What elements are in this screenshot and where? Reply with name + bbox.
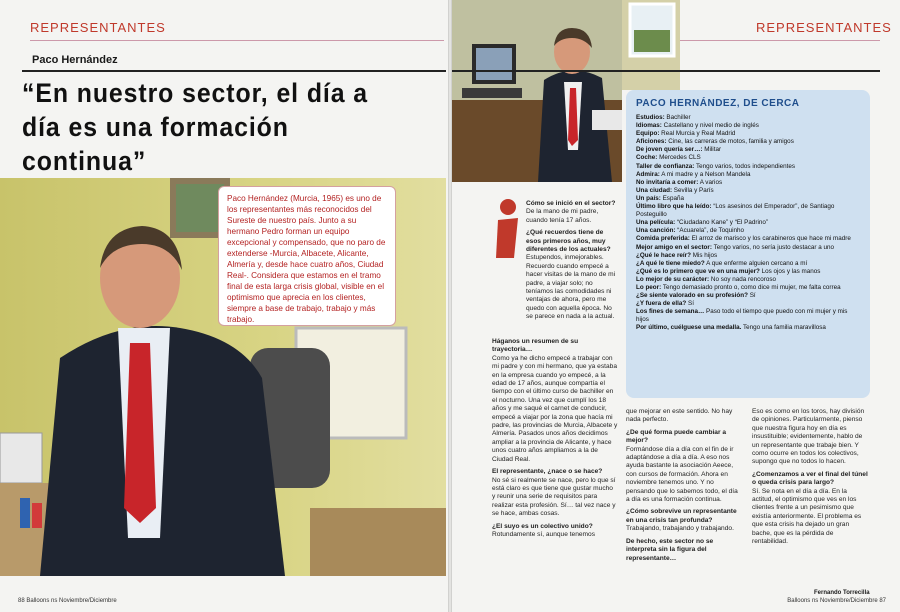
profile-card-item <box>636 300 860 308</box>
interview-answer: Trabajando, trabajando y trabajando. <box>626 525 734 533</box>
profile-card-value: España <box>660 194 684 202</box>
profile-card-key: Lo mejor de su carácter: <box>636 275 710 283</box>
interview-answer: Eso es como en los toros, hay división de opiniones. Particularmente, pienso que nuestra figura hoy en día es insustituible; evidentemente, hablo de un representante que trabaje bien. Y como ocurre en todos los colectivos, supongo que no todos lo hacen. <box>752 408 865 466</box>
section-divider-left <box>30 40 444 41</box>
interview-question: ¿De qué forma puede cambiar a mejor? <box>626 428 727 445</box>
profile-card-key: Una película: <box>636 219 676 227</box>
office-photo <box>452 0 622 182</box>
profile-card-item <box>636 260 860 268</box>
profile-card-key: Idiomas: <box>636 122 662 130</box>
byline: Paco Hernández <box>32 54 118 66</box>
profile-card-value: Mercedes CLS <box>657 154 701 162</box>
profile-card-value: El arroz de marisco y los carabineros que hace mi madre <box>689 235 851 243</box>
interview-column-3 <box>752 408 870 551</box>
profile-card-key: Comida preferida: <box>636 235 690 243</box>
profile-card-item <box>636 284 860 292</box>
profile-card-title: PACO HERNÁNDEZ, DE CERCA <box>636 98 800 109</box>
profile-card-value: Sevilla y París <box>672 186 714 194</box>
profile-card-item <box>636 235 860 243</box>
profile-card-value: “Acuarela”, de Toquinho <box>675 227 745 235</box>
interview-question: ¿Comenzamos a ver el final del túnel o queda crisis para largo? <box>752 470 868 487</box>
profile-card-item <box>636 227 860 235</box>
profile-card-value: Militar <box>702 146 722 154</box>
profile-card-item <box>636 252 860 260</box>
profile-card-value: Tengo una familia maravillosa <box>741 324 826 332</box>
profile-card-value: Paso todo el tiempo que puedo con mi mujer y mis hijos <box>636 308 848 324</box>
profile-card-key: De joven quería ser…: <box>636 146 703 154</box>
profile-card-key: No invitaría a comer: <box>636 178 699 186</box>
profile-card-value: No soy nada rencoroso <box>709 275 776 283</box>
profile-card-item <box>636 195 860 203</box>
profile-card-key: Una canción: <box>636 227 676 235</box>
profile-card <box>626 90 870 398</box>
interview-column-1a <box>526 200 618 326</box>
profile-card-item <box>636 146 860 154</box>
profile-card-value: Tengo demasiado pronto o, como dice mi mujer, me falta correa <box>661 283 841 291</box>
profile-card-value: A que enferme alguien cercano a mí <box>704 259 808 267</box>
section-label-right: REPRESENTANTES <box>756 20 892 35</box>
profile-card-value: “Ciudadano Kane” y “El Padrino” <box>675 219 768 227</box>
profile-card-value: Los ojos y las manos <box>759 267 821 275</box>
interview-answer: Formándose día a día con el fin de ir adaptándose a día a día. A eso nos ayuda bastante la asociación Aeece, con cursos de formación. Ahora en noviembre tenemos uno. Y no pensando que lo sabemos todo, el día a día es una formación continua. <box>626 445 738 504</box>
profile-card-value: Mis hijos <box>690 251 718 259</box>
profile-card-item <box>636 171 860 179</box>
profile-card-item <box>636 130 860 138</box>
profile-card-item <box>636 122 860 130</box>
profile-card-key: Admira: <box>636 170 660 178</box>
profile-card-key: Por último, cuélguese una medalla. <box>636 324 742 332</box>
interview-question: ¿Qué recuerdos tiene de esos primeros años, muy diferentes de los actuales? <box>526 229 611 254</box>
window-photo <box>622 0 680 90</box>
profile-card-key: Último libro que ha leído: <box>636 203 712 211</box>
interview-answer: Sí. Se nota en el día a día. En la actitud, el optimismo que ves en los clientes frente a un pesimismo que existía anteriormente. El problema es que esta crisis ha dejado un gran bache, que es la pérdida de rentabilidad. <box>752 487 862 546</box>
profile-card-key: Un país: <box>636 194 661 202</box>
profile-card-value: A mi madre y a Nelson Mandela <box>659 170 751 178</box>
profile-card-value: Tengo varios, no sería justo destacar a uno <box>711 243 834 251</box>
section-label-left: REPRESENTANTES <box>30 20 166 35</box>
profile-card-key: Aficiones: <box>636 138 667 146</box>
profile-card-value: A varios <box>698 178 723 186</box>
profile-card-key: Mejor amigo en el sector: <box>636 243 712 251</box>
interview-question: ¿Cómo sobrevive un representante en una crisis tan profunda? <box>626 508 737 524</box>
interview-answer: No sé si realmente se nace, pero lo que sí está claro es que tiene que gustar mucho y reunir una serie de requisitos para realizar esta profesión. Sí… tal vez nace y se hace, ambas cosas. <box>492 476 616 518</box>
interview-question: El representante, ¿nace o se hace? <box>492 468 603 476</box>
profile-card-item <box>636 154 860 162</box>
interview-column-2 <box>626 408 742 567</box>
profile-card-list <box>636 114 860 333</box>
profile-card-value: Sí <box>747 292 756 300</box>
interview-column-1b <box>492 338 618 543</box>
profile-card-value: Real Murcia y Real Madrid <box>659 130 736 138</box>
profile-card-item <box>636 187 860 195</box>
profile-card-item <box>636 292 860 300</box>
profile-card-key: Los fines de semana… <box>636 308 705 316</box>
profile-card-item <box>636 308 860 324</box>
drop-cap-i <box>492 198 524 260</box>
intro-caption: Paco Hernández (Murcia, 1965) es uno de los representantes más reconocidos del Sureste de nuestro país. Junto a su hermano Pedro forman un equipo excepcional y compensado, que no paro de extenderse -Murcia, Albacete, Alicante, Almería y, desde hace cuatro años, Ciudad Real-. Considera que estamos en el tramo final de esta larga crisis global, visible en el optimismo que aprecia en los clientes, siempre a base de trabajo, trabajo y más trabajo. <box>218 186 396 326</box>
profile-card-item <box>636 276 860 284</box>
profile-card-value: Cine, las carreras de motos, familia y amigos <box>666 138 794 146</box>
folio-right: Balloons ns Noviembre/Diciembre 87 <box>787 598 886 604</box>
interview-answer: Estupendos, inmejorables. Recuerdo cuando empecé a hacer visitas de la mano de mi padre, a viajar solo; no teníamos las comodidades ni ventajas de ahora, pero me quedo con aquella época. No se parece en nada a la actual. <box>526 254 616 321</box>
profile-card-key: ¿A qué le tiene miedo? <box>636 259 705 267</box>
profile-card-item <box>636 179 860 187</box>
profile-card-value: Castellano y nivel medio de inglés <box>661 122 759 130</box>
profile-card-key: Taller de confianza: <box>636 162 695 170</box>
folio-left: 88 Balloons ns Noviembre/Diciembre <box>18 598 117 604</box>
interview-question: Háganos un resumen de su trayectoria… <box>492 338 579 354</box>
profile-card-value: “Los asesinos del Emperador”, de Santiago Posteguillo <box>636 203 835 219</box>
headline-rule <box>22 70 446 72</box>
profile-card-value: Bachiller <box>664 114 691 121</box>
profile-card-value: Sí <box>686 300 694 308</box>
profile-card-key: Una ciudad: <box>636 186 673 194</box>
profile-card-item <box>636 244 860 252</box>
profile-card-key: Coche: <box>636 154 658 162</box>
interview-answer: Rotundamente sí, aunque tenemos <box>492 530 596 538</box>
profile-card-value: Tengo varios, todos independientes <box>694 162 796 170</box>
profile-card-key: Equipo: <box>636 130 660 138</box>
interview-question: De hecho, este sector no se interpreta sin la figura del representante… <box>626 537 714 562</box>
author-signature: Fernando Torrecilla <box>814 590 870 596</box>
profile-card-item <box>636 219 860 227</box>
profile-card-key: ¿Qué es lo primero que ve en una mujer? <box>636 267 760 275</box>
interview-question: Cómo se inició en el sector? <box>526 200 616 207</box>
interview-answer: que mejorar en este sentido. No hay nada perfecto. <box>626 408 733 424</box>
profile-card-key: ¿Se siente valorado en su profesión? <box>636 292 748 300</box>
interview-question: ¿El suyo es un colectivo unido? <box>492 522 593 530</box>
profile-card-item <box>636 138 860 146</box>
profile-card-key: ¿Y fuera de ella? <box>636 300 687 308</box>
profile-card-item <box>636 324 860 332</box>
profile-card-item <box>636 114 860 122</box>
interview-answer: Como ya he dicho empecé a trabajar con mi padre y con mi hermano, que ya estaba en la empresa cuando yo empecé, a la edad de 17 años, aunque compartía el tiempo con el último curso de bachiller en el nocturno. Una vez que cumplí los 18 años y me saqué el carnet de conducir, empecé a viajar por la zona que hacía mi padre, las provincias de Murcia, Albacete y Almería. Pasados unos años decidimos ampliar a la provincia de Alicante, y hace unos cuatro años ampliamos a la de Ciudad Real. <box>492 354 618 463</box>
section-divider-right <box>680 40 880 41</box>
profile-card-key: ¿Qué le hace reír? <box>636 251 691 259</box>
top-rule-right <box>452 70 880 72</box>
profile-card-item <box>636 163 860 171</box>
interview-answer: De la mano de mi padre, cuando tenía 17 años. <box>526 208 599 224</box>
profile-card-item <box>636 203 860 219</box>
profile-card-item <box>636 268 860 276</box>
profile-card-key: Estudios: <box>636 114 665 121</box>
profile-card-key: Lo peor: <box>636 283 662 291</box>
headline: “En nuestro sector, el día a día es una formación continua” <box>22 78 369 176</box>
